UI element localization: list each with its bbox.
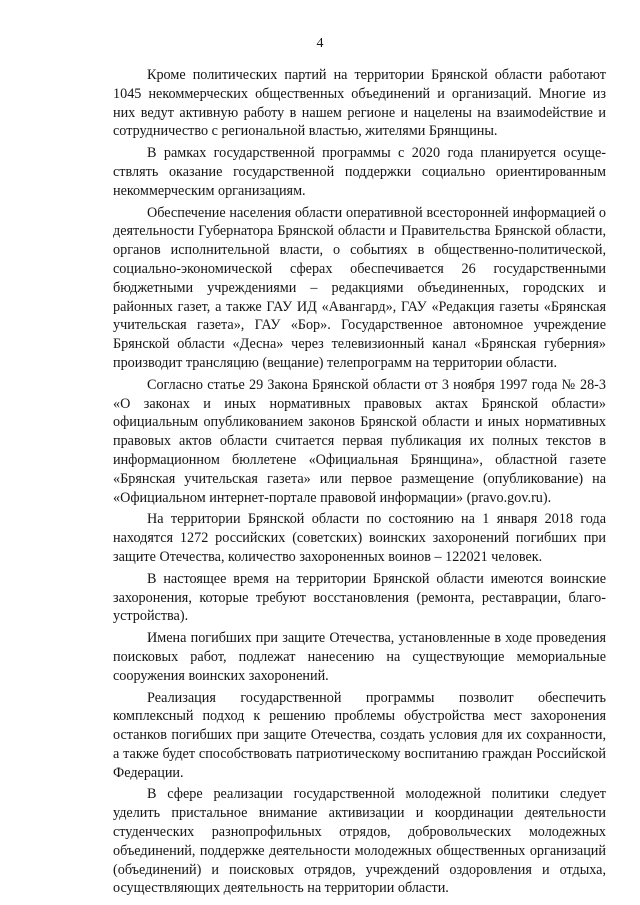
page-number: 4 (316, 36, 324, 51)
paragraph-military-burials: На территории Брянской области по состоянию на 1 января 2018 года находятся 1272 российских (советских) воинских захоронений погибших при защите Отечества, количество захороненных воинов – 122021 человек. (113, 511, 606, 565)
body-text (113, 66, 606, 901)
paragraph-burial-restoration: В настоящее время на территории Брянской области имеются воинские захоронения, которые требуют восстановления (ремонта, реставрации, благоустройства). (113, 570, 606, 625)
paragraph-state-support: В рамках государственной программы с 2020 года планируется осуществлять оказание государственной поддержки социально ориентированным некоммерческим организациям. (113, 145, 606, 199)
paragraph-nko: Кроме политических партий на территории Брянской области работают 1045 некоммерческих общественных объединений и организаций. Многие из них ведут активную работу в нашем регионе и нацелены на взаимоdействие и сотрудничество с региональной властью, жителями Брянщины. (113, 67, 606, 140)
paragraph-fallen-names: Имена погибших при защите Отечества, установленные в ходе проведения поисковых работ, подлежат нанесению на существующие мемориальные сооружения воинских захоронений. (113, 630, 606, 684)
paragraph-program-implementation: Реализация государственной программы позволит обеспечить комплексный подход к решению проблемы обустройства мест захоронения останков погибших при защите Отечества, создать условия для их сохранности, а также будет способствовать патриотическому воспитанию граждан Российской Федерации. (113, 689, 606, 781)
paragraph-mass-media: Обеспечение населения области оперативной всесторонней информацией о деятельности Губернатора Брянской области и Правительства Брянской области, органов исполнительной власти, о событиях в общественно-политической, социально-экономической сферах обеспечивается 26 государственными бюджетными учреждениями – редакциями объединенных, городских и районных газет, а также ГАУ ИД «Авангард», ГАУ «Редакция газеты «Брянская учительская газета», ГАУ «Бор». Государственное автономное учреждение Брянской области «Десна» через телевизионный канал «Брянская губерния» производит трансляцию (вещание) телепрограмм на территории области. (113, 204, 606, 371)
paragraph-official-publication: Согласно статье 29 Закона Брянской области от 3 ноября 1997 года № 28-3 «О законах и иных нормативных правовых актах Брянской области» официальным опубликованием законов Брянской области и иных нормативных правовых актов области считается первая публикация их полных текстов в информационном бюллетене «Официальная Брянщина», областной газете «Брянская учительская газета» или первое размещение (опубликование) на «Официальном интернет-портале правовой информации» (pravo.gov.ru). (113, 376, 606, 506)
paragraph-youth-policy: В сфере реализации государственной молодежной политики следует уделить пристальное внимание активизации и координации деятельности студенческих разнопрофильных отрядов, добровольческих молодежных объединений, поддержке деятельности молодежных общественных организаций (объединений) и поисковых отрядов, учреждений оздоровления и отдыха, осуществляющих деятельность на территории области. (113, 786, 606, 897)
